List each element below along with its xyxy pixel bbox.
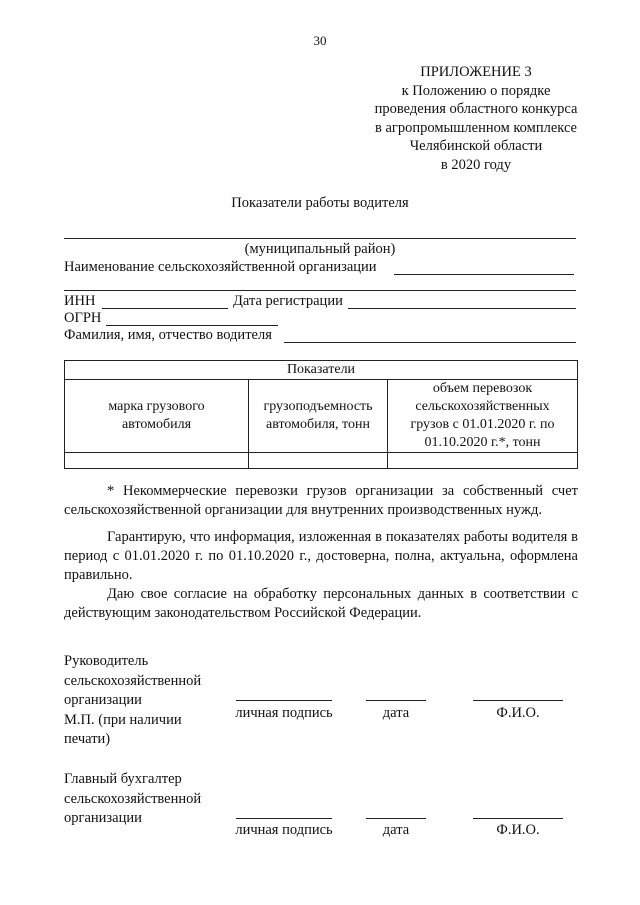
table-header-cell: грузоподъемность автомобиля, тонн [249,380,388,453]
reg-date-field-line[interactable] [348,308,576,309]
head-date-caption: дата [382,705,410,721]
accountant-date-line[interactable] [366,818,426,819]
document-title: Показатели работы водителя [231,195,409,211]
driver-name-label: Фамилия, имя, отчество водителя [64,327,272,343]
table-cell[interactable] [65,453,249,469]
ogrn-label: ОГРН [64,310,102,326]
indicators-table [64,360,578,469]
table-row [65,453,578,469]
accountant-date-caption: дата [382,822,410,838]
ogrn-field-line[interactable] [106,325,278,326]
head-fio-caption: Ф.И.О. [496,705,540,721]
appendix-line: Челябинской области [409,138,543,154]
inn-label: ИНН [64,293,96,309]
accountant-fio-line[interactable] [473,818,563,819]
appendix-header [360,63,592,174]
district-caption: (муниципальный район) [244,241,396,257]
head-signature-label: Руководитель сельскохозяйственной организации М.П. (при наличии печати) [64,653,202,747]
driver-name-field-line[interactable] [284,342,576,343]
footnote: * Некоммерческие перевозки грузов организации за собственный счет сельскохозяйственной организации для внутренних производственных нужд. [64,483,578,518]
accountant-signature-label: Главный бухгалтер сельскохозяйственной организации [64,771,202,826]
reg-date-label: Дата регистрации [233,293,343,309]
accountant-fio-caption: Ф.И.О. [496,822,540,838]
appendix-line: проведения областного конкурса [374,101,578,117]
org-name-label: Наименование сельскохозяйственной организации [64,259,377,275]
table-cell[interactable] [249,453,388,469]
org-name-field-line[interactable] [394,274,574,275]
head-fio-line[interactable] [473,700,563,701]
appendix-line: в агропромышленном комплексе [374,119,577,136]
org-name-extra-line[interactable] [64,290,576,291]
consent-text: Даю свое согласие на обработку персональных данных в соответствии с действующим законодательством Российской Федерации. [64,586,578,621]
table-header-cell: марка грузового автомобиля [65,380,249,453]
table-header-cell: объем перевозок сельскохозяйственных грузов с 01.01.2020 г. по 01.10.2020 г.*, тонн [388,380,578,453]
head-signature-caption: личная подпись [235,705,333,721]
head-date-line[interactable] [366,700,426,701]
table-group-header: Показатели [65,361,578,380]
head-signature-line[interactable] [236,700,332,701]
appendix-line: в 2020 году [440,156,512,173]
guarantee-text: Гарантирую, что информация, изложенная в показателях работы водителя в период с 01.01.2020 г. по 01.10.2020 г., достоверна, полна, актуальна, оформлена правильно. [64,529,578,583]
appendix-line: ПРИЛОЖЕНИЕ 3 [420,64,532,80]
page-number: 30 [313,33,327,48]
table-cell[interactable] [388,453,578,469]
district-field-line[interactable] [64,238,576,239]
inn-field-line[interactable] [102,308,228,309]
appendix-line: к Положению о порядке [401,82,551,99]
accountant-signature-line[interactable] [236,818,332,819]
accountant-signature-caption: личная подпись [235,822,333,838]
